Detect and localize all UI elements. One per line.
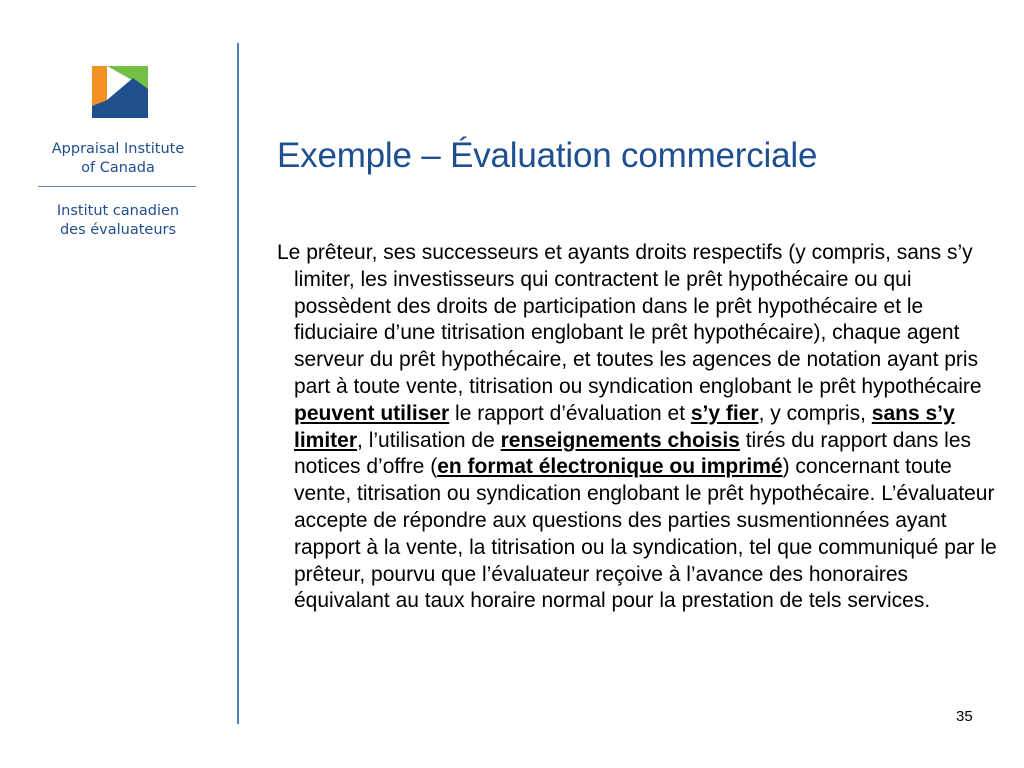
body-text-segment-6: ) concernant toute vente, titrisation ou syndication englobant le prêt hypothécaire. L’évaluateur accepte de répondre aux questions des parties susmentionnées ayant rapport à la vente, la titrisation ou la syndication, tel que communiqué par le prêteur, pourvu que l’évaluateur reçoive à l’avance des honoraires équivalant au taux horaire normal pour la prestation de tels services. [294,455,997,613]
body-text-segment-2: le rapport d’évaluation et [449,401,691,425]
org-name-french-line1: Institut canadien [56,203,180,219]
emphasis-sans-sy-limiter: sans s’y limiter [294,401,955,452]
emphasis-format-electronique: en format électronique ou imprimé [437,455,783,479]
aic-logo-icon [92,66,148,118]
body-paragraph [277,240,1002,615]
org-name-english-line1: Appraisal Institute [51,141,185,157]
page-number: 35 [956,708,973,725]
sidebar [0,0,238,768]
org-name-french-line2: des évaluateurs [59,222,177,238]
org-name-french [30,202,206,240]
emphasis-sy-fier: s’y fier [690,401,759,425]
emphasis-peuvent-utiliser: peuvent utiliser [294,401,450,425]
emphasis-renseignements-choisis: renseignements choisis [500,428,740,452]
body-text-segment-1: Le prêteur, ses successeurs et ayants droits respectifs (y compris, sans s’y limiter, les investisseurs qui contractent le prêt hypothécaire ou qui possèdent des droits de participation dans le prêt hypothécaire et le fiduciaire d’une titrisation englobant le prêt hypothécaire), chaque agent serveur du prêt hypothécaire, et toutes les agences de notation ayant pris part à toute vente, titrisation ou syndication englobant le prêt hypothécaire [277,241,982,398]
body-text-segment-3: , y compris, [758,401,872,425]
vertical-divider [237,43,239,724]
slide-title: Exemple – Évaluation commerciale [277,136,818,175]
org-name-divider [38,186,196,187]
org-name-english [30,140,206,178]
body-text-segment-4: , l’utilisation de [357,428,501,452]
body-text-segment-5: tirés du rapport dans les notices d’offre ( [294,428,971,479]
org-name-english-line2: of Canada [81,160,155,176]
